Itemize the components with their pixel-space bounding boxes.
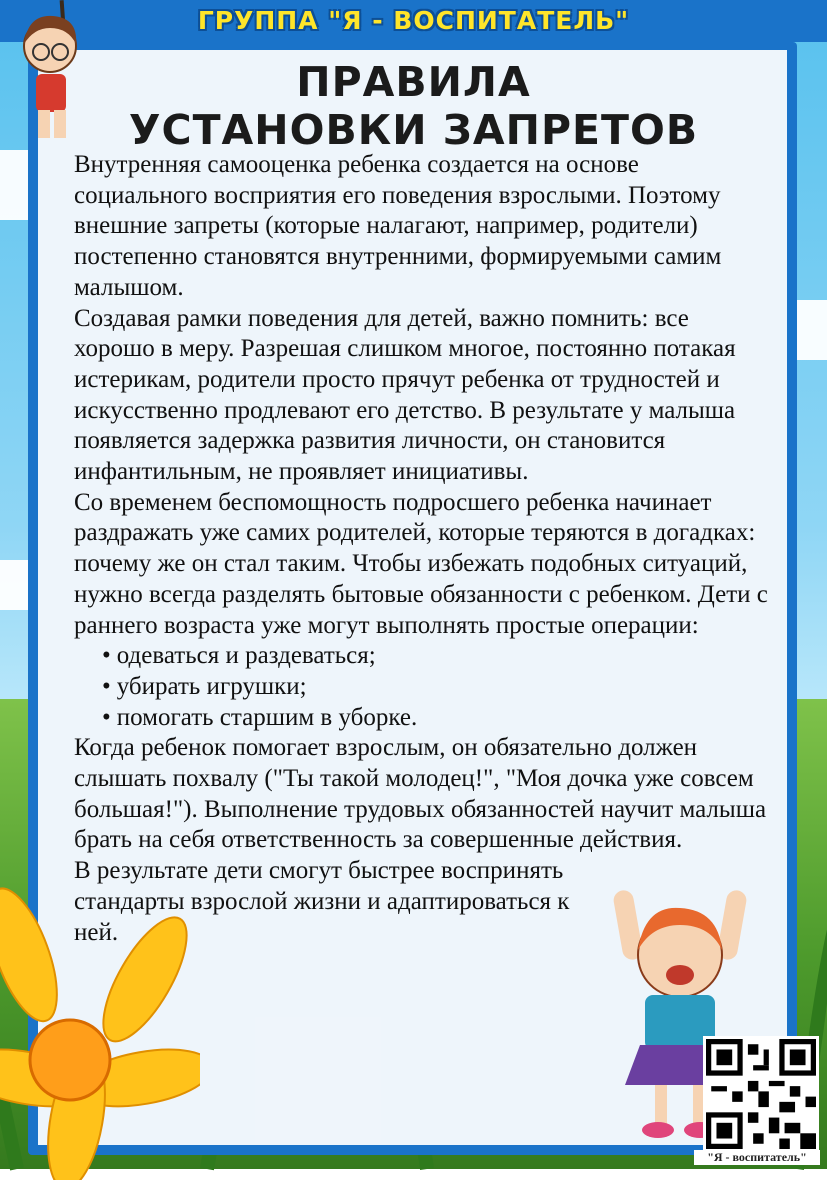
qr-code-icon [706, 1039, 816, 1149]
paragraph-2: Создавая рамки поведения для детей, важно помнить: все хорошо в меру. Разрешая слишком многое, постоянно потакая истерикам, родители просто прячут ребенка от трудностей и искусственно продлевают его детство. В результате у малыша появляется задержка развития личности, он становится инфантильным, не проявляет инициативы. [74, 304, 736, 486]
list-item: • одеваться и раздеваться; [102, 641, 774, 672]
qr-code[interactable] [703, 1036, 819, 1152]
article-body [74, 150, 774, 948]
page-title [60, 58, 767, 154]
group-title: ГРУППА "Я - ВОСПИТАТЕЛЬ" [197, 6, 630, 35]
paragraph-closing: В результате дети смогут быстрее воспринять стандарты взрослой жизни и адаптироваться к ней. [74, 857, 570, 946]
title-line-2: УСТАНОВКИ ЗАПРЕТОВ [128, 106, 699, 154]
paragraph-3: Со временем беспомощность подросшего ребенка начинает раздражать уже самих родителей, которые теряются в догадках: почему же он стал таким. Чтобы избежать подобных ситуаций, нужно всегда разделять бытовые обязанности с ребенком. Дети с раннего возраста уже могут выполнять простые операции: [74, 488, 768, 639]
sunflower-illustration [0, 880, 200, 1180]
title-line-1: ПРАВИЛА [296, 58, 531, 106]
paragraph-1: Внутренняя самооценка ребенка создается на основе социального восприятия его поведения взрослыми. Поэтому внешние запреты (которые налагают, например, родители) постепенно становятся внутренними, формируемыми самим малышом. [74, 151, 722, 301]
bullet-list [74, 641, 774, 733]
list-item: • помогать старшим в уборке. [102, 703, 774, 734]
qr-caption: "Я - воспитатель" [694, 1150, 820, 1165]
list-item: • убирать игрушки; [102, 672, 774, 703]
paragraph-4: Когда ребенок помогает взрослым, он обязательно должен слышать похвалу ("Ты такой молодец!", "Моя дочка уже совсем большая!"). Выполнение трудовых обязанностей научит малыша брать на себя ответственность за совершенные действия. [74, 734, 767, 854]
